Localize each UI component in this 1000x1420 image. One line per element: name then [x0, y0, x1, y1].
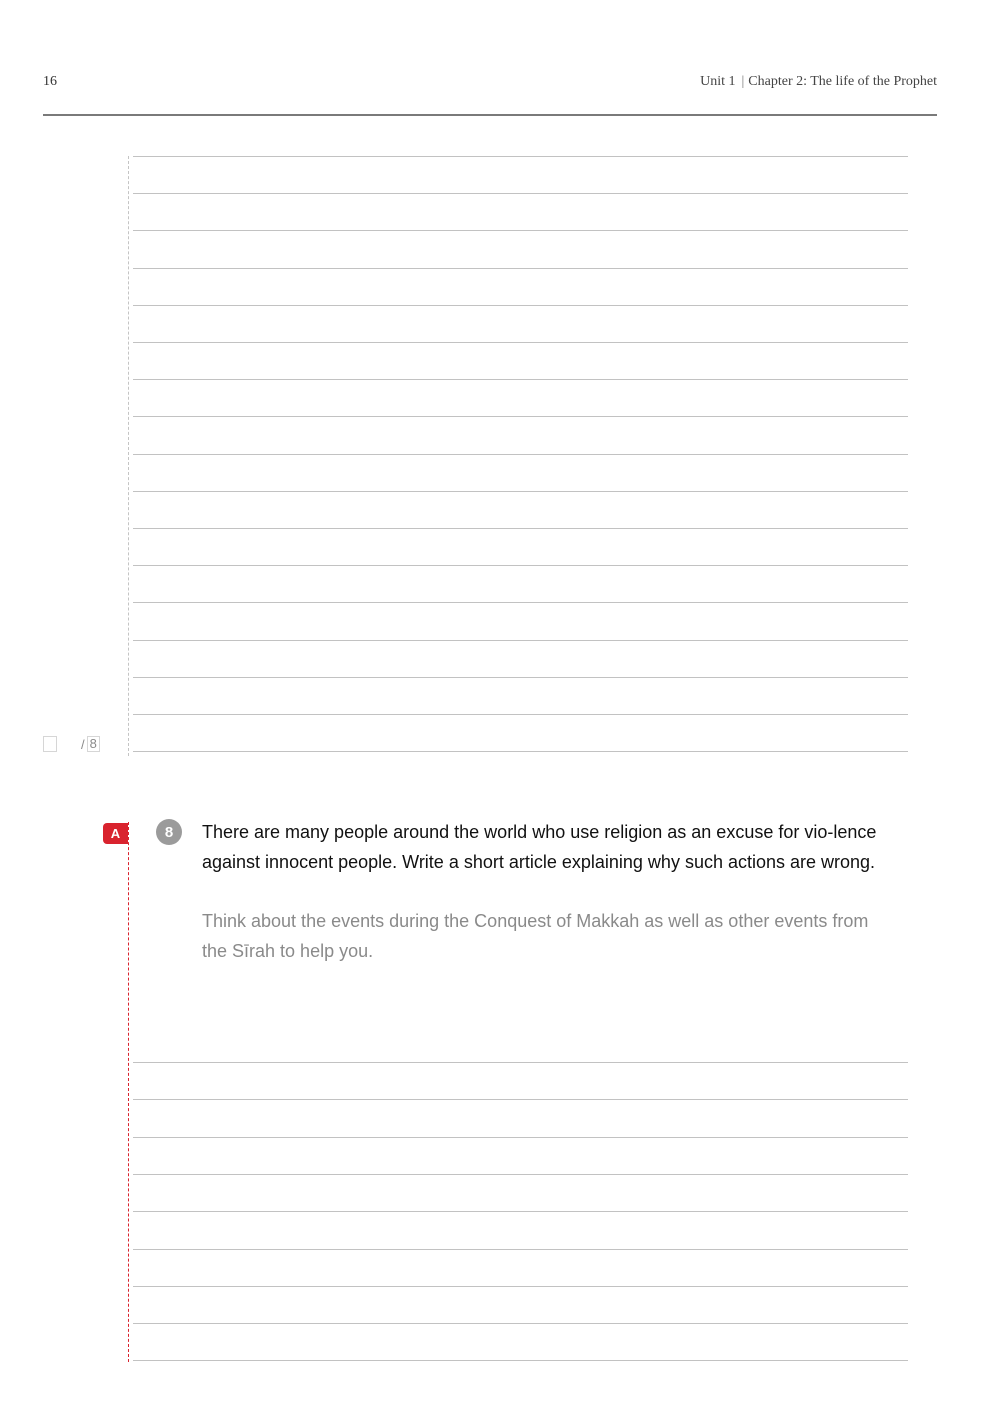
writing-line	[133, 528, 908, 529]
score-total: 8	[87, 736, 100, 752]
writing-line	[133, 1323, 908, 1324]
page-number: 16	[43, 74, 57, 89]
writing-line	[133, 379, 908, 380]
question-margin-guide	[128, 822, 129, 1362]
score-slash: /	[81, 736, 85, 752]
writing-line	[133, 1137, 908, 1138]
answer-lines-previous[interactable]	[133, 156, 908, 752]
running-head	[700, 74, 937, 90]
unit-label: Unit 1	[700, 74, 736, 89]
writing-line	[133, 677, 908, 678]
level-badge: A	[103, 823, 128, 844]
writing-line	[133, 268, 908, 269]
score-input-box[interactable]	[43, 736, 57, 752]
writing-line	[133, 640, 908, 641]
writing-line	[133, 751, 908, 752]
score-area	[43, 735, 100, 753]
header-separator: |	[741, 74, 745, 89]
writing-line	[133, 1360, 908, 1361]
writing-line	[133, 1286, 908, 1287]
writing-line	[133, 454, 908, 455]
writing-line	[133, 491, 908, 492]
header-rule	[43, 114, 937, 116]
writing-line	[133, 1174, 908, 1175]
question-number-badge: 8	[156, 819, 182, 845]
writing-line	[133, 1062, 908, 1063]
writing-line	[133, 1211, 908, 1212]
writing-line	[133, 1249, 908, 1250]
answer-margin-guide	[128, 156, 129, 756]
answer-lines-question-8[interactable]	[133, 1062, 908, 1362]
chapter-title: Chapter 2: The life of the Prophet	[748, 74, 937, 89]
writing-line	[133, 342, 908, 343]
writing-line	[133, 565, 908, 566]
writing-line	[133, 416, 908, 417]
writing-line	[133, 305, 908, 306]
writing-line	[133, 714, 908, 715]
writing-line	[133, 1099, 908, 1100]
question-prompt: There are many people around the world who use religion as an excuse for vio-lence against innocent people. Write a short article explaining why such actions are wrong.	[202, 822, 877, 872]
writing-line	[133, 193, 908, 194]
writing-line	[133, 602, 908, 603]
question-hint: Think about the events during the Conquest of Makkah as well as other events from the Sīrah to help you.	[202, 911, 869, 961]
writing-line	[133, 230, 908, 231]
writing-line	[133, 156, 908, 157]
